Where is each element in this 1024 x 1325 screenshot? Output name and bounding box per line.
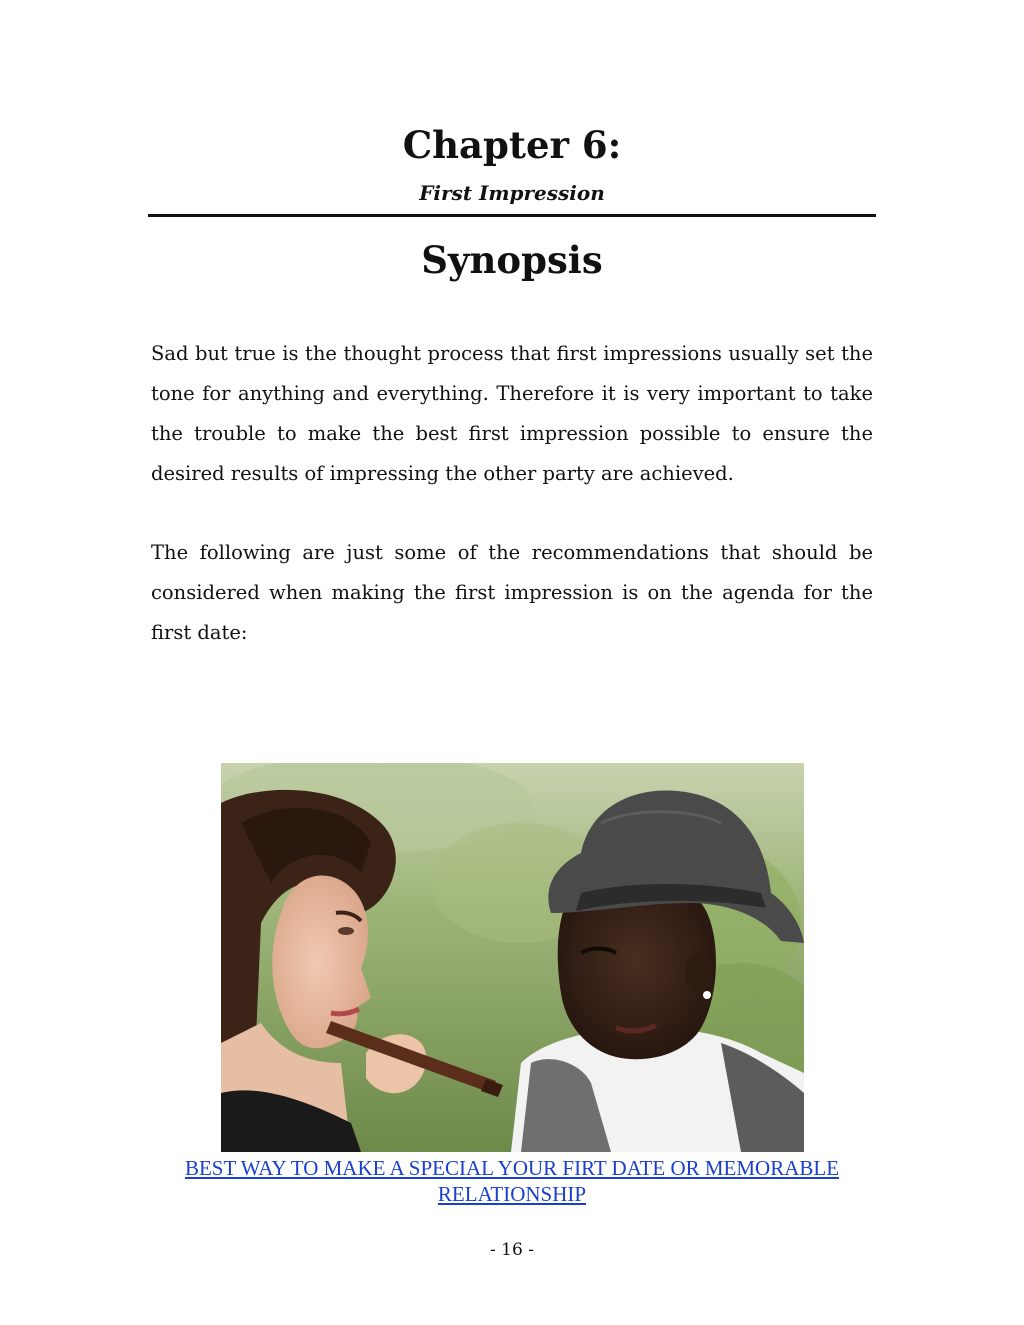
section-heading: Synopsis [421,238,603,282]
chapter-title: Chapter 6: [402,123,622,167]
couple-photo [221,763,804,1152]
paragraph-1: Sad but true is the thought process that first impressions usually set the tone for anything and everything. Therefore it is very important to take the trouble to make the best first impression possible to ensure the desired results of impressing the other party are achieved. [151,342,873,485]
page-number: - 16 - [490,1240,534,1260]
title-divider [148,214,876,217]
caption-link[interactable]: BEST WAY TO MAKE A SPECIAL YOUR FIRT DATE OR MEMORABLE RELATIONSHIP [184,1156,840,1206]
chapter-subtitle: First Impression [419,181,605,205]
paragraph-2: The following are just some of the recommendations that should be considered when making the first impression is on the agenda for the first date: [151,541,873,644]
